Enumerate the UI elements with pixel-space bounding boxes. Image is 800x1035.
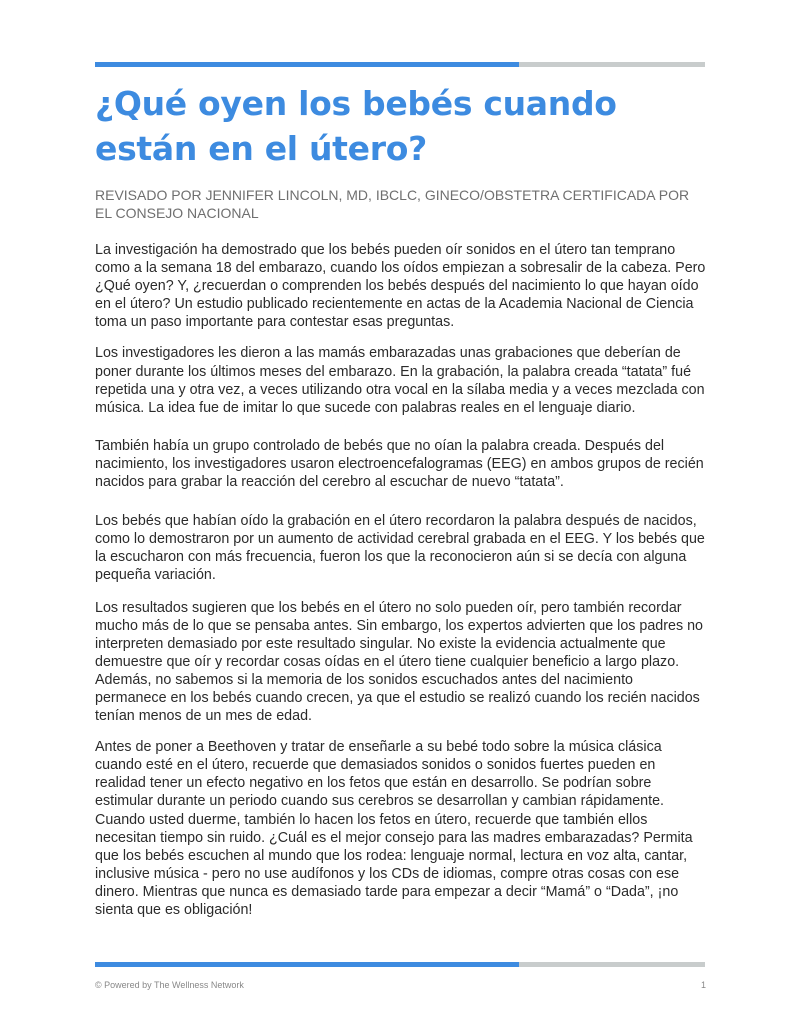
divider-accent-segment [95, 62, 519, 67]
divider-gray-segment [519, 962, 705, 967]
paragraph-3: También había un grupo controlado de bebés que no oían la palabra creada. Después del nacimiento, los investigadores usaron electroencefalogramas (EEG) en ambos grupos de recién nacidos para grabar la reacción del cerebro al escuchar de nuevo “tatata”. [95, 437, 704, 491]
reviewer-byline: REVISADO POR JENNIFER LINCOLN, MD, IBCLC, GINECO/OBSTETRA CERTIFICADA POR EL CONSEJO NACIONAL [95, 187, 690, 221]
paragraph-6: Antes de poner a Beethoven y tratar de enseñarle a su bebé todo sobre la música clásica cuando esté en el útero, recuerde que demasiados sonidos o sonidos fuertes pueden en realidad tener un efecto negativo en los fetos que están en desarrollo. Se podrían sobre estimular durante un periodo cuando sus cerebros se desarrollan y cambian rápidamente. Cuando usted duerme, también lo hacen los fetos en útero, recuerde que también ellos necesitan tiempo sin ruido. ¿Cuál es el mejor consejo para las madres embarazadas? Permita que los bebés escuchen al mundo que los rodea: lenguaje normal, lectura en voz alta, cantar, inclusive música - pero no use audífonos y los CDs de idiomas, compre otras cosas con ese dinero. Mientras que nunca es demasiado tarde para empezar a decir “Mamá” o “Dada”, ¡no sienta que es obligación! [95, 739, 693, 918]
footer-credit: © Powered by The Wellness Network [95, 980, 244, 990]
divider-gray-segment [519, 62, 705, 67]
paragraph-5: Los resultados sugieren que los bebés en el útero no solo pueden oír, pero también recordar mucho más de lo que se pensaba antes. Sin embargo, los expertos advierten que los padres no interpreten demasiado por este resultado singular. No existe la evidencia actualmente que demuestre que oír y recordar cosas oídas en el útero tiene cualquier beneficio a largo plazo. Además, no sabemos si la memoria de los sonidos escuchados antes del nacimiento permanece en los bebés cuando crecen, ya que el estudio se realizó cuando los recién nacidos tenían menos de un mes de edad. [95, 599, 703, 725]
header-divider [95, 62, 705, 67]
paragraph-2: Los investigadores les dieron a las mamás embarazadas unas grabaciones que deberían de poner durante los últimos meses del embarazo. En la grabación, la palabra creada “tatata” fué repetida una y otra vez, a veces utilizando otra vocal en la sílaba media y a veces mezclada con música. La idea fue de imitar lo que sucede con palabras reales en el lenguaje diario. [95, 345, 705, 416]
article-body [95, 241, 707, 919]
divider-accent-segment [95, 962, 519, 967]
paragraph-1: La investigación ha demostrado que los bebés pueden oír sonidos en el útero tan temprano como a la semana 18 del embarazo, cuando los oídos empiezan a sobresalir de la cabeza. Pero ¿Qué oyen? Y, ¿recuerdan o comprenden los bebés después del nacimiento lo que hayan oído en el útero? Un estudio publicado recientemente en actas de la Academia Nacional de Ciencia toma un paso importante para contestar esas preguntas. [95, 242, 706, 331]
footer-divider [95, 962, 705, 967]
page-title: ¿Qué oyen los bebés cuando están en el útero? [95, 84, 617, 168]
page-number: 1 [700, 980, 706, 990]
paragraph-4: Los bebés que habían oído la grabación en el útero recordaron la palabra después de nacidos, como lo demostraron por un aumento de actividad cerebral grabada en el EEG. Y los bebés que la escucharon con más frecuencia, fueron los que la reconocieron aún si se decía con alguna pequeña variación. [95, 513, 705, 584]
